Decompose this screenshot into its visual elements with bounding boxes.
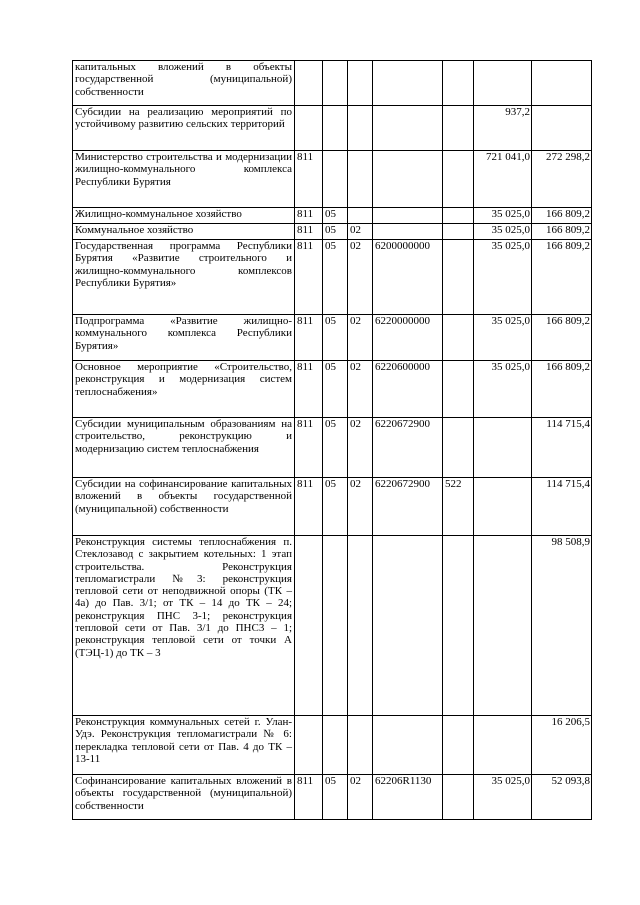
- row-name-cell: Жилищно-коммунальное хозяйство: [73, 208, 295, 224]
- row-rz-cell: 05: [323, 315, 348, 361]
- row-sum-2021-cell: 98 508,9: [532, 536, 592, 716]
- row-pr-cell: [348, 61, 373, 106]
- row-vr-cell: [443, 61, 474, 106]
- row-csr-cell: [373, 61, 443, 106]
- row-sum-2020-cell: [474, 61, 532, 106]
- row-name-cell: Министерство строительства и модернизации жилищно-коммунального комплекса Республики Бурятия: [73, 151, 295, 208]
- row-name-cell: Субсидии на софинансирование капитальных вложений в объекты государственной (муниципальной) собственности: [73, 478, 295, 536]
- row-pr-cell: [348, 151, 373, 208]
- row-gr-cell: [295, 61, 323, 106]
- row-rz-cell: 05: [323, 208, 348, 224]
- row-pr-cell: [348, 716, 373, 775]
- row-sum-2020-cell: [474, 478, 532, 536]
- row-rz-cell: 05: [323, 418, 348, 478]
- row-vr-cell: [443, 536, 474, 716]
- row-sum-2021-cell: 166 809,2: [532, 208, 592, 224]
- row-name-cell: Государственная программа Республики Бурятия «Развитие строительного и жилищно-коммунального комплексов Республики Бурятия»: [73, 240, 295, 315]
- row-name-cell: Реконструкция коммунальных сетей г. Улан-Удэ. Реконструкция тепломагистрали № 6: перекладка тепловой сети от Пав. 4 до ТК – 13-11: [73, 716, 295, 775]
- row-sum-2021-cell: 114 715,4: [532, 418, 592, 478]
- row-sum-2020-cell: 35 025,0: [474, 208, 532, 224]
- budget-table: [72, 60, 592, 820]
- row-name-cell: капитальных вложений в объекты государственной (муниципальной) собственности: [73, 61, 295, 106]
- row-sum-2021-cell: 166 809,2: [532, 361, 592, 418]
- row-sum-2021-cell: 166 809,2: [532, 240, 592, 315]
- row-csr-cell: 6220672900: [373, 418, 443, 478]
- row-vr-cell: [443, 151, 474, 208]
- row-sum-2020-cell: [474, 716, 532, 775]
- row-pr-cell: 02: [348, 418, 373, 478]
- table-row: [73, 208, 592, 224]
- table-row: [73, 775, 592, 820]
- row-pr-cell: [348, 106, 373, 151]
- row-name-cell: Основное мероприятие «Строительство, реконструкция и модернизация систем теплоснабжения»: [73, 361, 295, 418]
- row-vr-cell: [443, 315, 474, 361]
- table-row: [73, 61, 592, 106]
- row-vr-cell: [443, 418, 474, 478]
- row-csr-cell: 62206R1130: [373, 775, 443, 820]
- row-rz-cell: [323, 536, 348, 716]
- row-vr-cell: [443, 224, 474, 240]
- row-sum-2020-cell: 35 025,0: [474, 775, 532, 820]
- row-csr-cell: 6220600000: [373, 361, 443, 418]
- row-gr-cell: 811: [295, 151, 323, 208]
- row-name-cell: Коммунальное хозяйство: [73, 224, 295, 240]
- row-pr-cell: [348, 536, 373, 716]
- row-pr-cell: 02: [348, 224, 373, 240]
- row-pr-cell: 02: [348, 478, 373, 536]
- row-gr-cell: 811: [295, 315, 323, 361]
- row-sum-2020-cell: 937,2: [474, 106, 532, 151]
- row-vr-cell: [443, 240, 474, 315]
- row-gr-cell: [295, 106, 323, 151]
- row-sum-2021-cell: 16 206,5: [532, 716, 592, 775]
- row-name-cell: Субсидии муниципальным образованиям на строительство, реконструкцию и модернизацию систем теплоснабжения: [73, 418, 295, 478]
- row-pr-cell: 02: [348, 775, 373, 820]
- row-name-cell: Субсидии на реализацию мероприятий по устойчивому развитию сельских территорий: [73, 106, 295, 151]
- row-sum-2021-cell: [532, 61, 592, 106]
- row-gr-cell: 811: [295, 208, 323, 224]
- row-gr-cell: 811: [295, 224, 323, 240]
- table-row: [73, 151, 592, 208]
- row-name-cell: Подпрограмма «Развитие жилищно-коммунального комплекса Республики Бурятия»: [73, 315, 295, 361]
- table-row: [73, 224, 592, 240]
- row-sum-2020-cell: [474, 418, 532, 478]
- row-gr-cell: 811: [295, 361, 323, 418]
- row-vr-cell: 522: [443, 478, 474, 536]
- table-body: [73, 61, 592, 820]
- row-pr-cell: 02: [348, 240, 373, 315]
- row-name-cell: Реконструкция системы теплоснабжения п. Стеклозавод с закрытием котельных: 1 этап строительства. Реконструкция тепломагистрали №3: реконструкция тепловой сети от неподвижной опоры (ТК – 4а) до Пав. 3/1; от ТК – 14 до ТК – 24; реконструкция ПНС 3-1; реконструкция тепловой сети от Пав. 3/1 до ПНС3 – 1; реконструкция тепловой сети от точки А (ТЭЦ-1) до ТК – 3: [73, 536, 295, 716]
- row-rz-cell: 05: [323, 361, 348, 418]
- row-pr-cell: 02: [348, 361, 373, 418]
- row-gr-cell: 811: [295, 478, 323, 536]
- row-sum-2020-cell: [474, 536, 532, 716]
- row-vr-cell: [443, 208, 474, 224]
- table-row: [73, 240, 592, 315]
- row-sum-2021-cell: 114 715,4: [532, 478, 592, 536]
- row-rz-cell: [323, 106, 348, 151]
- row-pr-cell: [348, 208, 373, 224]
- row-vr-cell: [443, 106, 474, 151]
- row-gr-cell: 811: [295, 418, 323, 478]
- row-csr-cell: [373, 716, 443, 775]
- row-csr-cell: [373, 106, 443, 151]
- row-gr-cell: 811: [295, 775, 323, 820]
- row-rz-cell: 05: [323, 224, 348, 240]
- row-name-cell: Софинансирование капитальных вложений в объекты государственной (муниципальной) собственности: [73, 775, 295, 820]
- table-row: [73, 536, 592, 716]
- row-rz-cell: 05: [323, 775, 348, 820]
- row-csr-cell: 6220672900: [373, 478, 443, 536]
- row-vr-cell: [443, 361, 474, 418]
- row-csr-cell: [373, 208, 443, 224]
- table-row: [73, 418, 592, 478]
- row-rz-cell: 05: [323, 240, 348, 315]
- row-sum-2021-cell: 166 809,2: [532, 224, 592, 240]
- row-csr-cell: [373, 536, 443, 716]
- row-sum-2020-cell: 35 025,0: [474, 224, 532, 240]
- row-rz-cell: [323, 716, 348, 775]
- row-rz-cell: [323, 151, 348, 208]
- row-sum-2021-cell: 166 809,2: [532, 315, 592, 361]
- row-rz-cell: [323, 61, 348, 106]
- row-gr-cell: [295, 716, 323, 775]
- row-vr-cell: [443, 775, 474, 820]
- row-sum-2021-cell: 272 298,2: [532, 151, 592, 208]
- row-vr-cell: [443, 716, 474, 775]
- table-row: [73, 361, 592, 418]
- table-row: [73, 478, 592, 536]
- row-gr-cell: [295, 536, 323, 716]
- table-row: [73, 716, 592, 775]
- row-sum-2021-cell: 52 093,8: [532, 775, 592, 820]
- row-csr-cell: [373, 151, 443, 208]
- row-sum-2020-cell: 35 025,0: [474, 240, 532, 315]
- row-sum-2021-cell: [532, 106, 592, 151]
- row-csr-cell: 6200000000: [373, 240, 443, 315]
- row-sum-2020-cell: 721 041,0: [474, 151, 532, 208]
- row-rz-cell: 05: [323, 478, 348, 536]
- row-gr-cell: 811: [295, 240, 323, 315]
- row-sum-2020-cell: 35 025,0: [474, 315, 532, 361]
- table-row: [73, 106, 592, 151]
- row-csr-cell: 6220000000: [373, 315, 443, 361]
- table-row: [73, 315, 592, 361]
- row-pr-cell: 02: [348, 315, 373, 361]
- row-csr-cell: [373, 224, 443, 240]
- row-sum-2020-cell: 35 025,0: [474, 361, 532, 418]
